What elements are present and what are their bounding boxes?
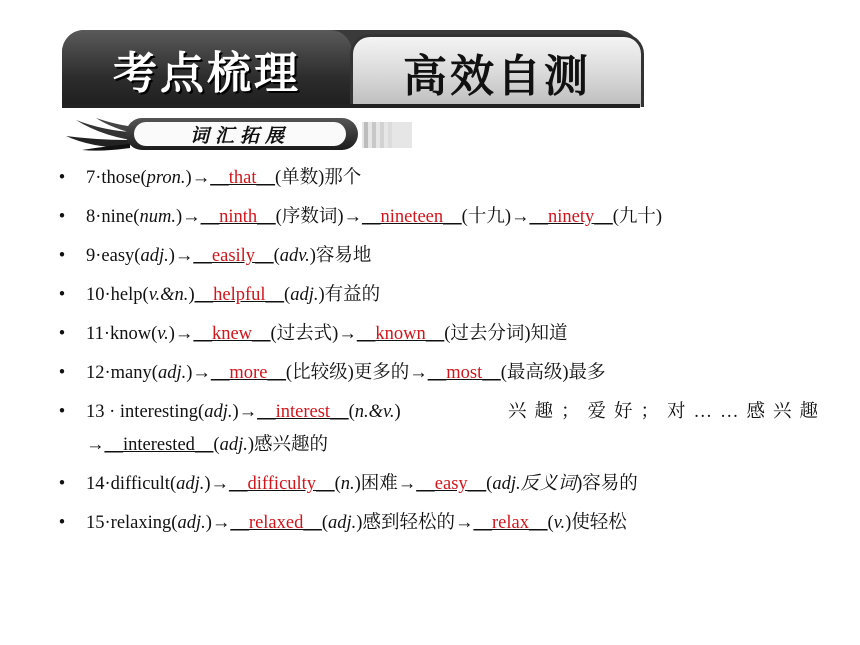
section-header [62,116,412,154]
item-pos: pron. [146,168,186,188]
item-note: (单数)那个 [274,168,362,188]
note-pos: adj. [328,513,357,533]
item-pos: num. [139,207,176,227]
vocabulary-list [55,162,825,546]
item-pos: adj. [177,513,206,533]
item-word: many [110,363,152,383]
item-note: 感兴趣的 [254,435,329,455]
list-item: • 11·know(v.)→__knew__(过去式)→__known__(过去分词)知道 [55,318,825,357]
item-line: 13 · interesting(adj.)→__interest__(n.&v.) 兴趣；爱好；对……感兴趣 [86,396,826,429]
list-item [55,396,825,468]
item-number: 7 [86,168,96,188]
answer: interested [123,435,195,455]
note-pos: n. [340,474,355,494]
item-pos: v.&n. [148,285,189,305]
list-item: • 7·those(pron.)→__that__(单数)那个 [55,162,825,201]
item-note: (比较级)更多的 [285,363,410,383]
answer: easily [211,246,256,266]
item-note: (过去分词)知道 [444,324,568,344]
answer: more [229,363,268,383]
answer: easy [434,474,468,494]
item-word: know [110,324,152,344]
list-item: • 9·easy(adj.)→__easily__(adv.)容易地 [55,240,825,279]
item-note: 容易地 [315,246,372,266]
note-pos: v. [553,513,566,533]
header-banner [62,30,640,108]
item-note: (最高级)最多 [500,363,606,383]
item-note: 兴趣；爱好；对……感兴趣 [507,402,826,422]
item-word: those [101,168,141,188]
item-pos: adj. [204,402,233,422]
item-note: (过去式) [270,324,339,344]
item-number: 9 [86,246,96,266]
list-item: • 12·many(adj.)→__more__(比较级)更多的→__most__(最高级)最多 [55,357,825,396]
bullet-icon: • [58,324,66,344]
item-pos: adj. [176,474,205,494]
answer: known [375,324,426,344]
item-note: 容易的 [582,474,638,494]
answer: relaxed [248,513,304,533]
bullet-icon: • [58,474,66,494]
bullet-icon: • [58,207,66,227]
answer: most [446,363,483,383]
item-pos: adj. [157,363,187,383]
item-word: relaxing [110,513,172,533]
item-number: 10 [86,285,105,305]
bullet-icon: • [58,285,66,305]
item-number: 8 [86,207,96,227]
item-word: interesting [119,402,199,422]
bullet-icon: • [58,168,66,188]
list-item: • 8·nine(num.)→__ninth__(序数词)→__nineteen__(十九)→__ninety__(九十) [55,201,825,240]
item-pos: v. [157,324,169,344]
bullet-icon: • [58,402,66,422]
item-word: easy [101,246,135,266]
item-word: nine [101,207,134,227]
note-pos: adj.反义词 [492,474,577,494]
list-item: • 10·help(v.&n.)__helpful__(adj.)有益的 [55,279,825,318]
note-pos: adj. [219,435,248,455]
item-number: 13 [86,402,105,422]
answer: relax [491,513,529,533]
bullet-icon: • [58,363,66,383]
banner-title-left: 考点梳理 [62,30,352,108]
item-note: 有益的 [324,285,381,305]
decorative-bars [362,122,412,148]
item-word: help [110,285,143,305]
item-number: 14 [86,474,105,494]
list-item: • 15·relaxing(adj.)→__relaxed__(adj.)感到轻松的→__relax__(v.)使轻松 [55,507,825,546]
item-pos: adj. [140,246,169,266]
item-word: difficult [110,474,170,494]
list-item: • 14·difficult(adj.)→__difficulty__(n.)困难→__easy__(adj.反义词)容易的 [55,468,825,507]
item-note: (九十) [612,207,663,227]
section-title: 词汇拓展 [134,122,346,146]
wing-ornament-icon [62,118,132,152]
bullet-icon: • [58,246,66,266]
item-note: 感到轻松的 [362,513,455,533]
item-note: (十九) [461,207,511,227]
item-line: →__interested__(adj.)感兴趣的 [86,435,329,455]
item-note: 困难 [360,474,398,494]
answer: helpful [213,285,266,305]
banner-title-right: 高效自测 [350,34,644,107]
item-number: 11 [86,324,104,344]
note-pos: n.&v. [354,402,395,422]
answer: ninety [547,207,595,227]
answer: nineteen [380,207,444,227]
answer: interest [275,402,331,422]
item-note: 使轻松 [571,513,627,533]
note-pos: adv. [279,246,310,266]
note-pos: adj. [290,285,319,305]
item-number: 15 [86,513,105,533]
bullet-icon: • [58,513,66,533]
answer: knew [211,324,253,344]
item-note: (序数词) [275,207,344,227]
answer: ninth [219,207,258,227]
banner-underline [62,104,640,108]
item-number: 12 [86,363,105,383]
answer: difficulty [247,474,317,494]
answer: that [228,168,257,188]
